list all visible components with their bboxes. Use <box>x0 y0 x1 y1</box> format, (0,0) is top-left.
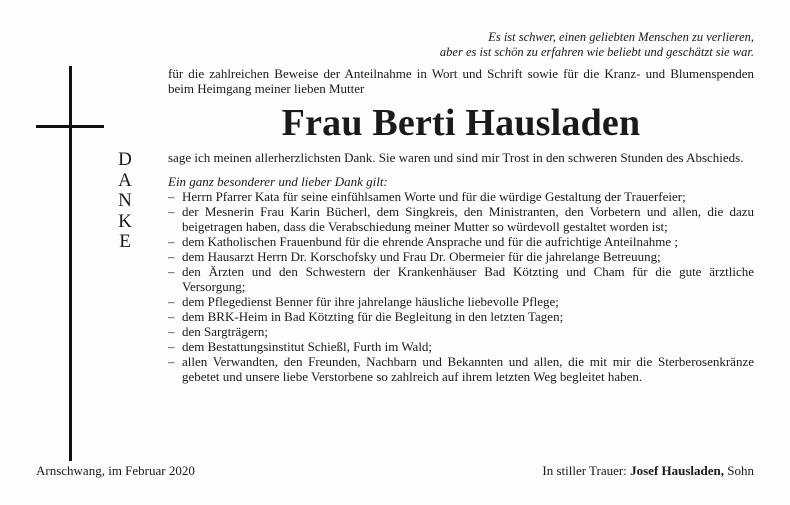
list-item: – allen Verwandten, den Freunden, Nachbarn und Bekannten und allen, die mit mir die Sterberosenkränze gebetet und unsere liebe Verstorbene so zahlreich auf ihrem letzten Weg begleitet haben. <box>168 354 754 384</box>
cross-icon-bar <box>36 125 104 128</box>
danke-letter: N <box>118 190 132 211</box>
list-item: – Herrn Pfarrer Kata für seine einfühlsamen Worte und für die würdige Gestaltung der Trauerfeier; <box>168 189 754 204</box>
danke-vertical <box>110 150 140 253</box>
place-date: Arnschwang, im Februar 2020 <box>36 463 195 478</box>
deceased-name: Frau Berti Hausladen <box>281 102 641 144</box>
thanks-text: sage ich meinen allerherzlichsten Dank. Sie waren und sind mir Trost in den schweren Stunden des Abschieds. <box>168 150 744 165</box>
mourner-signature <box>542 463 754 478</box>
danke-letter: A <box>118 169 132 191</box>
list-item: – den Ärzten und den Schwestern der Krankenhäuser Bad Kötzting und Cham für die gute ärztliche Versorgung; <box>168 264 754 294</box>
thanks-list <box>168 189 754 384</box>
mourner-relation: Sohn <box>727 463 754 478</box>
list-item: – dem Katholischen Frauenbund für die ehrende Ansprache und für die aufrichtige Anteilnahme ; <box>168 234 754 249</box>
mourner-name: Josef Hausladen, <box>630 463 725 478</box>
danke-letter: K <box>118 210 132 232</box>
quote-line-1: Es ist schwer, einen geliebten Menschen zu verlieren, <box>488 30 754 44</box>
danke-letter: E <box>119 231 131 252</box>
quote-line-2: aber es ist schön zu erfahren wie beliebt und geschätzt sie war. <box>439 45 754 59</box>
intro-text: für die zahlreichen Beweise der Anteilnahme in Wort und Schrift sowie für die Kranz- und Blumenspenden beim Heimgang meiner lieben Mutter <box>168 66 754 96</box>
mourning-label: In stiller Trauer: <box>542 463 627 478</box>
quote <box>440 30 754 60</box>
list-item: – dem Pflegedienst Benner für ihre jahrelange häusliche liebevolle Pflege; <box>168 294 754 309</box>
list-item: – der Mesnerin Frau Karin Bücherl, dem Singkreis, den Ministranten, den Vorbetern und allen, die dazu beigetragen haben, dass die Verabschiedung meiner Mutter so würdevoll gestaltet worden ist; <box>168 204 754 234</box>
list-item: – dem BRK-Heim in Bad Kötzting für die Begleitung in den letzten Tagen; <box>168 309 754 324</box>
danke-letter: D <box>118 149 132 170</box>
thanks-body <box>168 150 754 384</box>
list-item: – den Sargträgern; <box>168 324 754 339</box>
list-item: – dem Bestattungsinstitut Schießl, Furth im Wald; <box>168 339 754 354</box>
special-thanks-heading: Ein ganz besonderer und lieber Dank gilt: <box>168 174 388 189</box>
list-item: – dem Hausarzt Herrn Dr. Korschofsky und Frau Dr. Obermeier für die jahrelange Betreuung; <box>168 249 754 264</box>
